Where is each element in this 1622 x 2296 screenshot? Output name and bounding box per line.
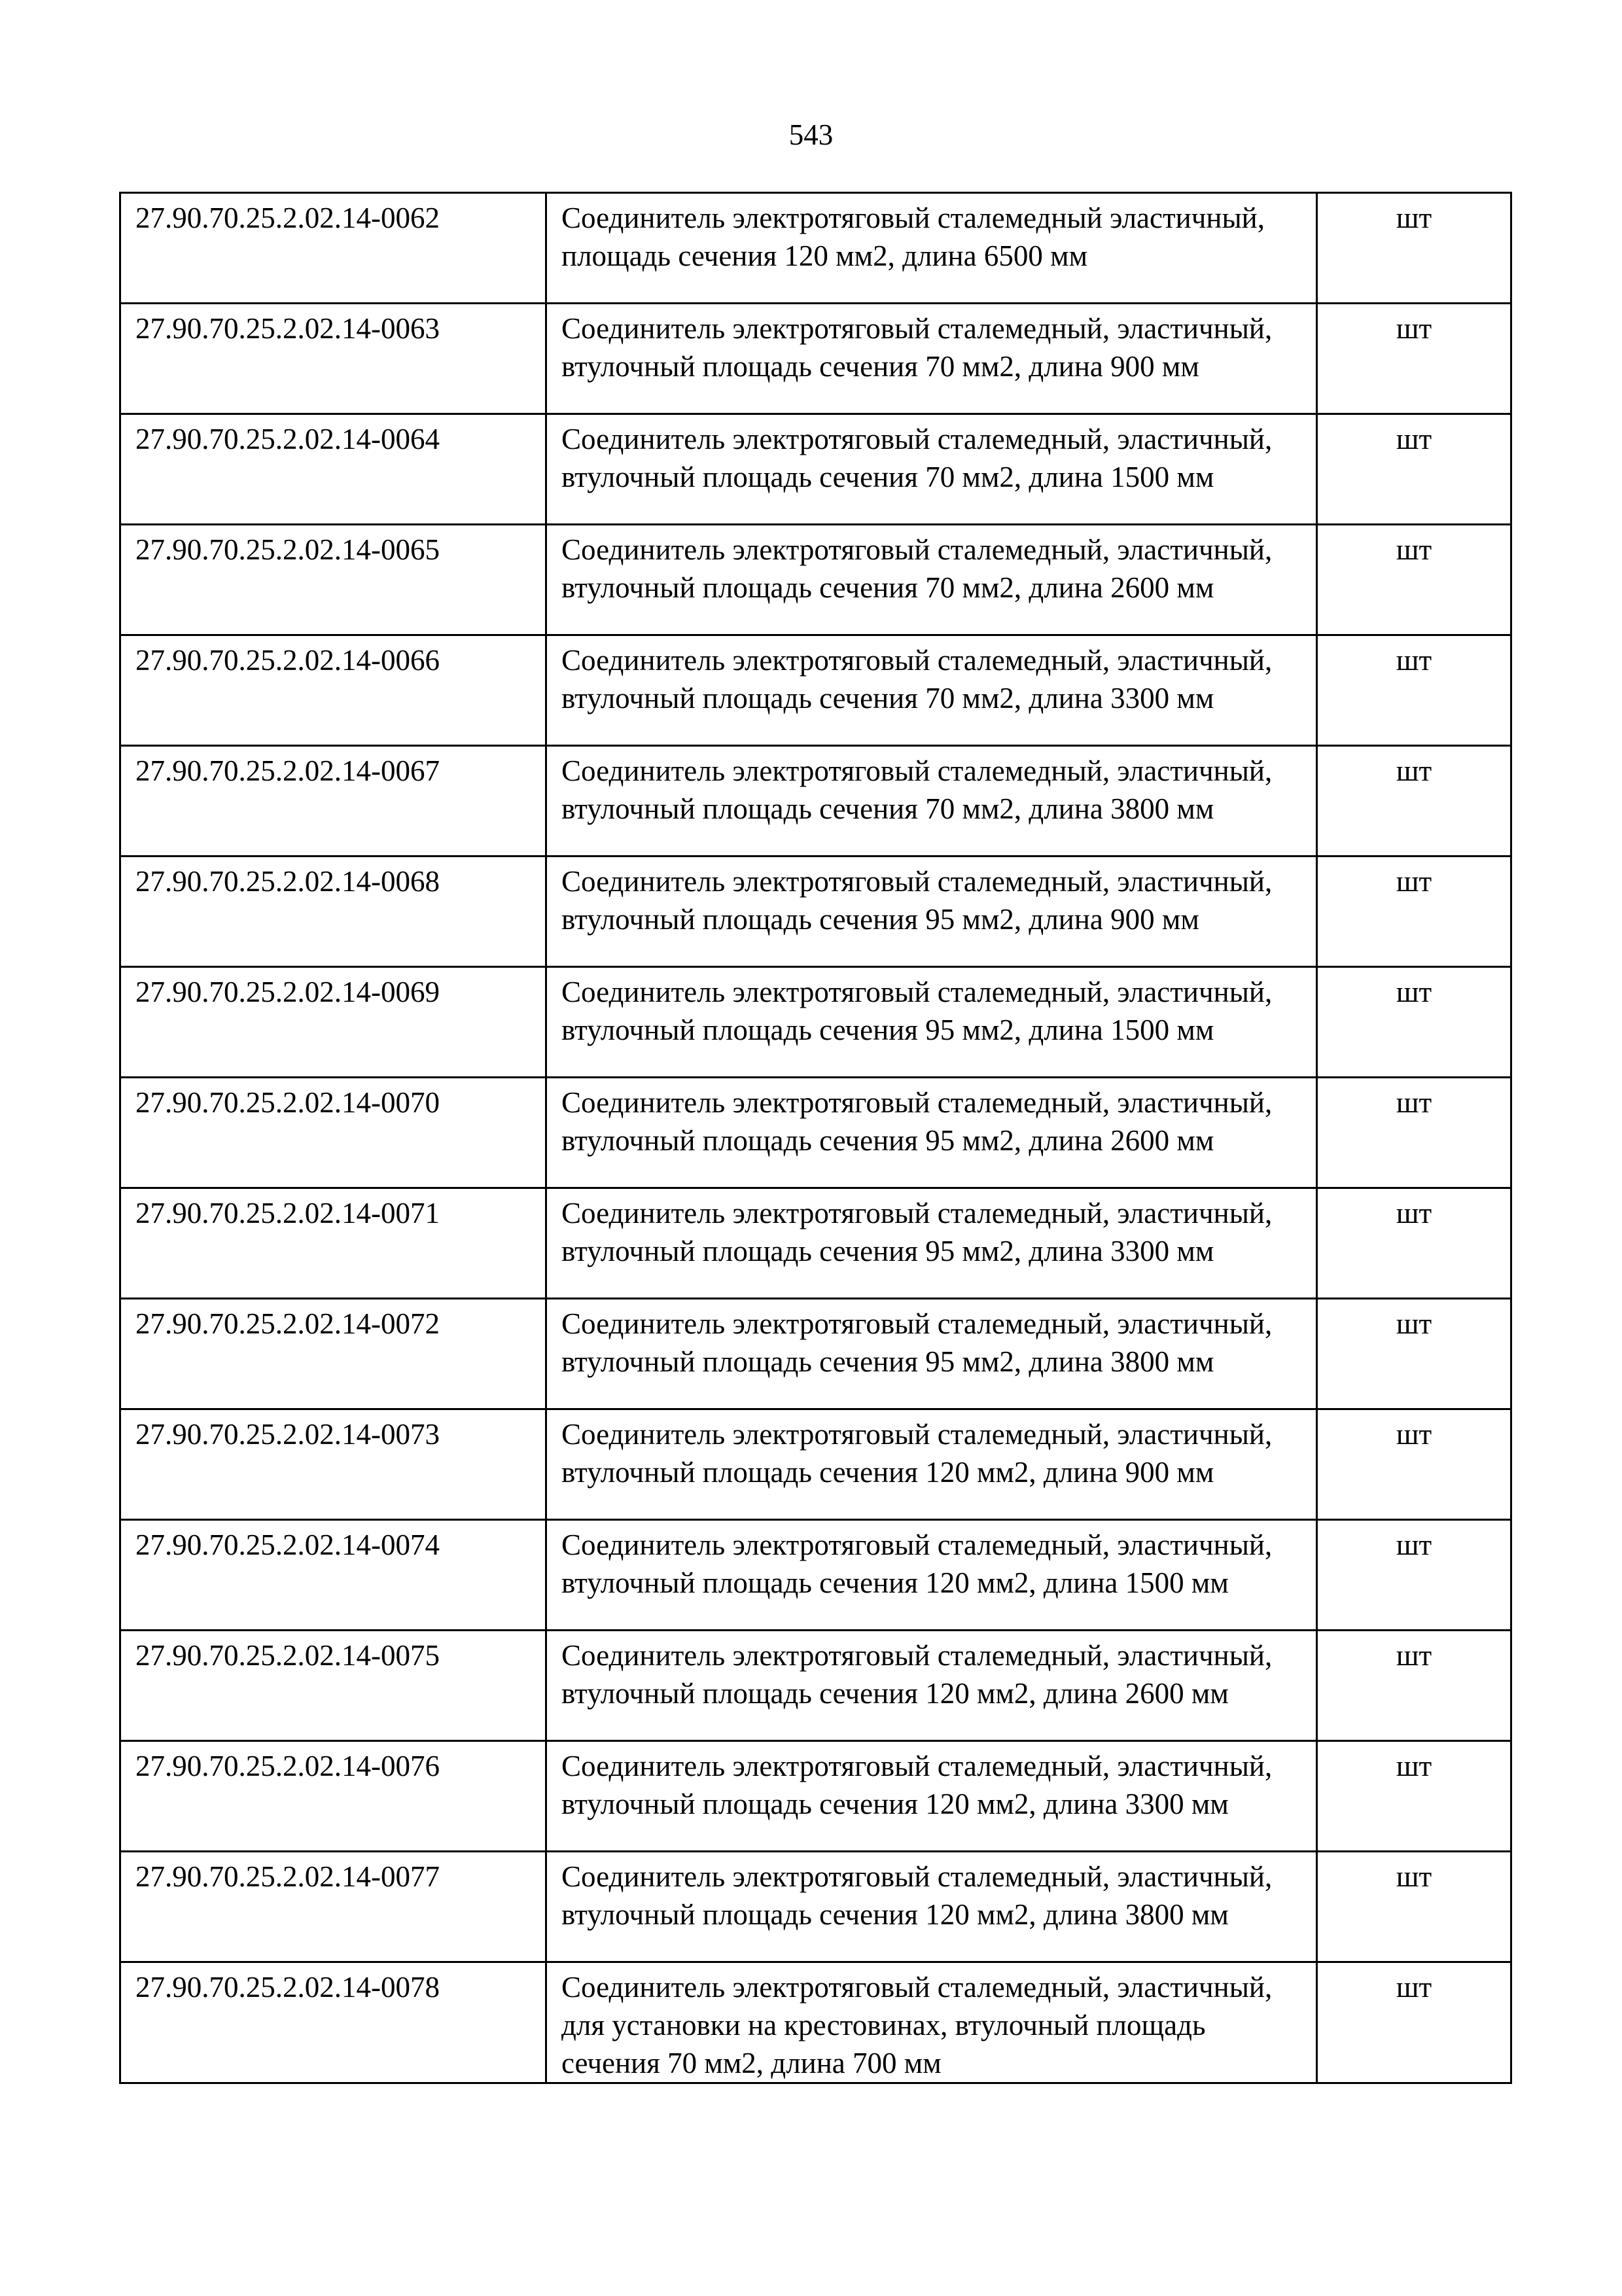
item-unit: шт — [1317, 1188, 1511, 1299]
table-row — [120, 857, 1511, 967]
item-code: 27.90.70.25.2.02.14-0073 — [120, 1409, 546, 1520]
item-unit: шт — [1317, 1078, 1511, 1188]
item-description: Соединитель электротяговый сталемедный, эластичный, втулочный площадь сечения 70 мм2, длина 1500 мм — [546, 414, 1317, 525]
item-unit: шт — [1317, 1962, 1511, 2083]
item-unit: шт — [1317, 1852, 1511, 1962]
table-row — [120, 1962, 1511, 2083]
table-row — [120, 1741, 1511, 1852]
table-row — [120, 525, 1511, 635]
item-description: Соединитель электротяговый сталемедный, эластичный, втулочный площадь сечения 95 мм2, длина 3800 мм — [546, 1299, 1317, 1409]
item-unit: шт — [1317, 304, 1511, 414]
table-row — [120, 1520, 1511, 1631]
item-unit: шт — [1317, 1520, 1511, 1631]
item-code: 27.90.70.25.2.02.14-0076 — [120, 1741, 546, 1852]
item-unit: шт — [1317, 414, 1511, 525]
item-unit: шт — [1317, 967, 1511, 1078]
table-row — [120, 1409, 1511, 1520]
item-description: Соединитель электротяговый сталемедный, эластичный, втулочный площадь сечения 95 мм2, длина 900 мм — [546, 857, 1317, 967]
item-code: 27.90.70.25.2.02.14-0069 — [120, 967, 546, 1078]
item-description: Соединитель электротяговый сталемедный, эластичный, втулочный площадь сечения 70 мм2, длина 3800 мм — [546, 746, 1317, 857]
item-description: Соединитель электротяговый сталемедный, эластичный, втулочный площадь сечения 120 мм2, длина 1500 мм — [546, 1520, 1317, 1631]
item-unit: шт — [1317, 1299, 1511, 1409]
item-description: Соединитель электротяговый сталемедный, эластичный, втулочный площадь сечения 120 мм2, длина 900 мм — [546, 1409, 1317, 1520]
table-row — [120, 414, 1511, 525]
item-code: 27.90.70.25.2.02.14-0065 — [120, 525, 546, 635]
item-code: 27.90.70.25.2.02.14-0072 — [120, 1299, 546, 1409]
item-code: 27.90.70.25.2.02.14-0062 — [120, 193, 546, 304]
item-code: 27.90.70.25.2.02.14-0070 — [120, 1078, 546, 1188]
price-table-body — [120, 193, 1511, 2083]
item-unit: шт — [1317, 1631, 1511, 1741]
item-code: 27.90.70.25.2.02.14-0077 — [120, 1852, 546, 1962]
item-code: 27.90.70.25.2.02.14-0067 — [120, 746, 546, 857]
page-number: 543 — [788, 118, 834, 151]
table-row — [120, 1188, 1511, 1299]
item-unit: шт — [1317, 1741, 1511, 1852]
table-row — [120, 304, 1511, 414]
table-row — [120, 746, 1511, 857]
table-row — [120, 1078, 1511, 1188]
item-code: 27.90.70.25.2.02.14-0078 — [120, 1962, 546, 2083]
item-unit: шт — [1317, 1409, 1511, 1520]
item-code: 27.90.70.25.2.02.14-0075 — [120, 1631, 546, 1741]
item-unit: шт — [1317, 746, 1511, 857]
price-table — [119, 192, 1512, 2084]
item-description: Соединитель электротяговый сталемедный эластичный, площадь сечения 120 мм2, длина 6500 мм — [546, 193, 1317, 304]
item-code: 27.90.70.25.2.02.14-0064 — [120, 414, 546, 525]
item-description: Соединитель электротяговый сталемедный, эластичный, для установки на крестовинах, втулочный площадь сечения 70 мм2, длина 700 мм — [546, 1962, 1317, 2083]
item-description: Соединитель электротяговый сталемедный, эластичный, втулочный площадь сечения 120 мм2, длина 2600 мм — [546, 1631, 1317, 1741]
item-description: Соединитель электротяговый сталемедный, эластичный, втулочный площадь сечения 120 мм2, длина 3300 мм — [546, 1741, 1317, 1852]
item-description: Соединитель электротяговый сталемедный, эластичный, втулочный площадь сечения 120 мм2, длина 3800 мм — [546, 1852, 1317, 1962]
item-description: Соединитель электротяговый сталемедный, эластичный, втулочный площадь сечения 70 мм2, длина 3300 мм — [546, 635, 1317, 746]
item-unit: шт — [1317, 525, 1511, 635]
item-code: 27.90.70.25.2.02.14-0066 — [120, 635, 546, 746]
item-unit: шт — [1317, 635, 1511, 746]
item-code: 27.90.70.25.2.02.14-0068 — [120, 857, 546, 967]
table-row — [120, 1631, 1511, 1741]
table-row — [120, 193, 1511, 304]
table-row — [120, 1852, 1511, 1962]
item-unit: шт — [1317, 857, 1511, 967]
item-description: Соединитель электротяговый сталемедный, эластичный, втулочный площадь сечения 70 мм2, длина 900 мм — [546, 304, 1317, 414]
item-description: Соединитель электротяговый сталемедный, эластичный, втулочный площадь сечения 95 мм2, длина 1500 мм — [546, 967, 1317, 1078]
table-row — [120, 967, 1511, 1078]
table-row — [120, 635, 1511, 746]
item-description: Соединитель электротяговый сталемедный, эластичный, втулочный площадь сечения 95 мм2, длина 2600 мм — [546, 1078, 1317, 1188]
item-description: Соединитель электротяговый сталемедный, эластичный, втулочный площадь сечения 70 мм2, длина 2600 мм — [546, 525, 1317, 635]
item-unit: шт — [1317, 193, 1511, 304]
item-description: Соединитель электротяговый сталемедный, эластичный, втулочный площадь сечения 95 мм2, длина 3300 мм — [546, 1188, 1317, 1299]
table-row — [120, 1299, 1511, 1409]
item-code: 27.90.70.25.2.02.14-0074 — [120, 1520, 546, 1631]
item-code: 27.90.70.25.2.02.14-0071 — [120, 1188, 546, 1299]
item-code: 27.90.70.25.2.02.14-0063 — [120, 304, 546, 414]
